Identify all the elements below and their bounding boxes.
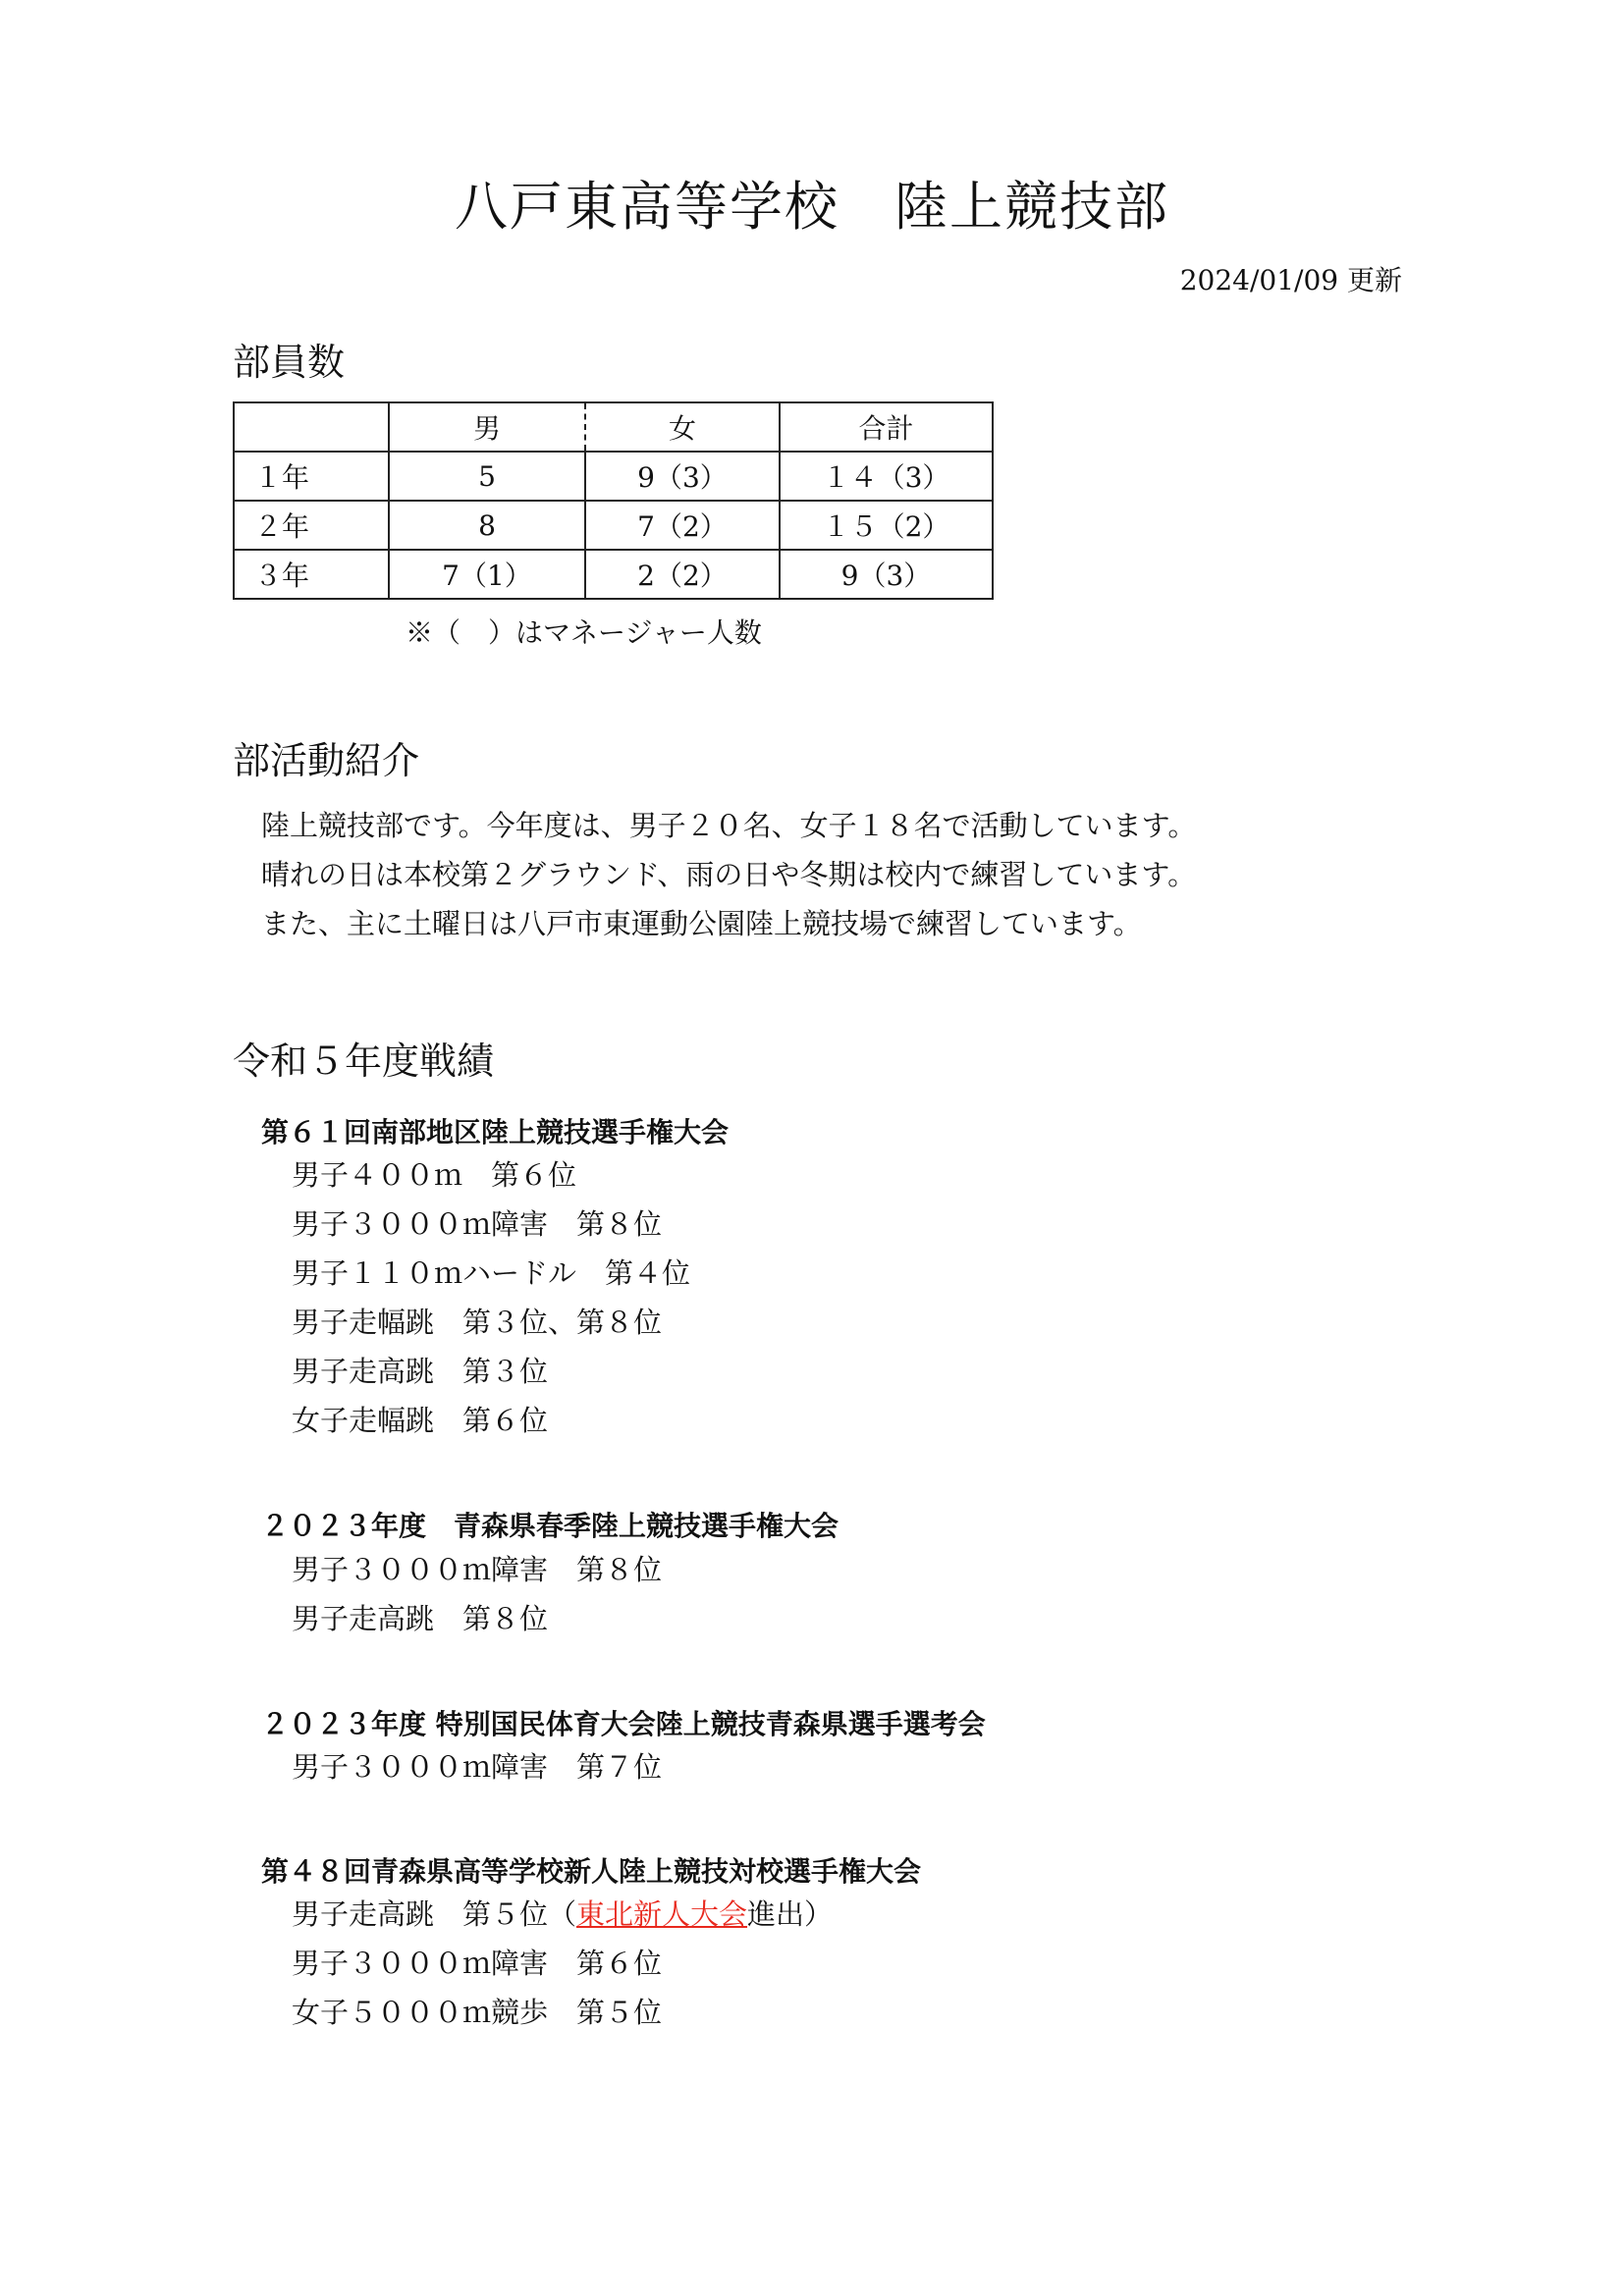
result-item: 女子走幅跳 第６位 [292, 1404, 549, 1437]
result-item: 男子３０００ｍ障害 第８位 [292, 1553, 663, 1586]
result-item: 男子３０００ｍ障害 第７位 [292, 1750, 663, 1784]
table-cell: 7（2） [585, 501, 780, 550]
competition-results [292, 1890, 833, 2037]
activity-description [261, 801, 1196, 948]
competition-results [292, 1742, 662, 1791]
table-header-cell: 合計 [780, 402, 993, 452]
table-row [234, 550, 993, 599]
members-heading: 部員数 [233, 341, 346, 384]
tohoku-shinjin-link[interactable]: 東北新人大会 [576, 1897, 748, 1931]
table-cell: １４（3） [780, 452, 993, 501]
table-cell: １年 [234, 452, 389, 501]
table-cell: 5 [389, 452, 585, 501]
competition-title: ２０２３年度 青森県春季陸上競技選手権大会 [261, 1510, 839, 1542]
competition-results [292, 1150, 690, 1445]
activity-line: 陸上競技部です。今年度は、男子２０名、女子１８名で活動しています。 [261, 809, 1197, 842]
competition-title: 第６１回南部地区陸上競技選手権大会 [261, 1116, 730, 1148]
updated-date: 2024/01/09 更新 [1179, 264, 1402, 296]
result-item: 男子走幅跳 第３位、第８位 [292, 1306, 663, 1339]
table-header-cell [234, 402, 389, 452]
competition-results [292, 1545, 662, 1643]
table-cell: ２年 [234, 501, 389, 550]
table-cell: 7（1） [389, 550, 585, 599]
table-cell: 8 [389, 501, 585, 550]
result-item [292, 1890, 833, 1939]
table-cell: 9（3） [780, 550, 993, 599]
members-table [233, 401, 994, 600]
table-cell: 9（3） [585, 452, 780, 501]
table-header-cell: 女 [585, 402, 780, 452]
results-heading: 令和５年度戦績 [233, 1040, 495, 1083]
activity-line: 晴れの日は本校第２グラウンド、雨の日や冬期は校内で練習しています。 [261, 858, 1197, 891]
table-header-cell: 男 [389, 402, 585, 452]
result-item: 男子３０００ｍ障害 第６位 [292, 1947, 663, 1980]
result-item: 女子５０００ｍ競歩 第５位 [292, 1996, 663, 2029]
competition-title: ２０２３年度 特別国民体育大会陸上競技青森県選手選考会 [261, 1708, 986, 1740]
table-row [234, 452, 993, 501]
table-header-row [234, 402, 993, 452]
table-note: ※（ ）はマネージャー人数 [406, 616, 762, 649]
result-item: 男子走高跳 第８位 [292, 1602, 549, 1635]
result-text: 男子走高跳 第５位（ [292, 1897, 577, 1931]
table-cell: ３年 [234, 550, 389, 599]
result-item: 男子走高跳 第３位 [292, 1355, 549, 1388]
result-text: 進出） [747, 1897, 834, 1931]
table-cell: 2（2） [585, 550, 780, 599]
page-title: 八戸東高等学校 陸上競技部 [455, 176, 1169, 238]
result-item: 男子３０００ｍ障害 第８位 [292, 1207, 663, 1241]
result-item: 男子４００ｍ 第６位 [292, 1158, 577, 1192]
activity-line: また、主に土曜日は八戸市東運動公園陸上競技場で練習しています。 [261, 907, 1142, 940]
competition-title: 第４８回青森県高等学校新人陸上競技対校選手権大会 [261, 1855, 922, 1888]
table-row [234, 501, 993, 550]
activity-heading: 部活動紹介 [233, 739, 420, 782]
table-cell: １５（2） [780, 501, 993, 550]
result-item: 男子１１０ｍハードル 第４位 [292, 1256, 691, 1290]
